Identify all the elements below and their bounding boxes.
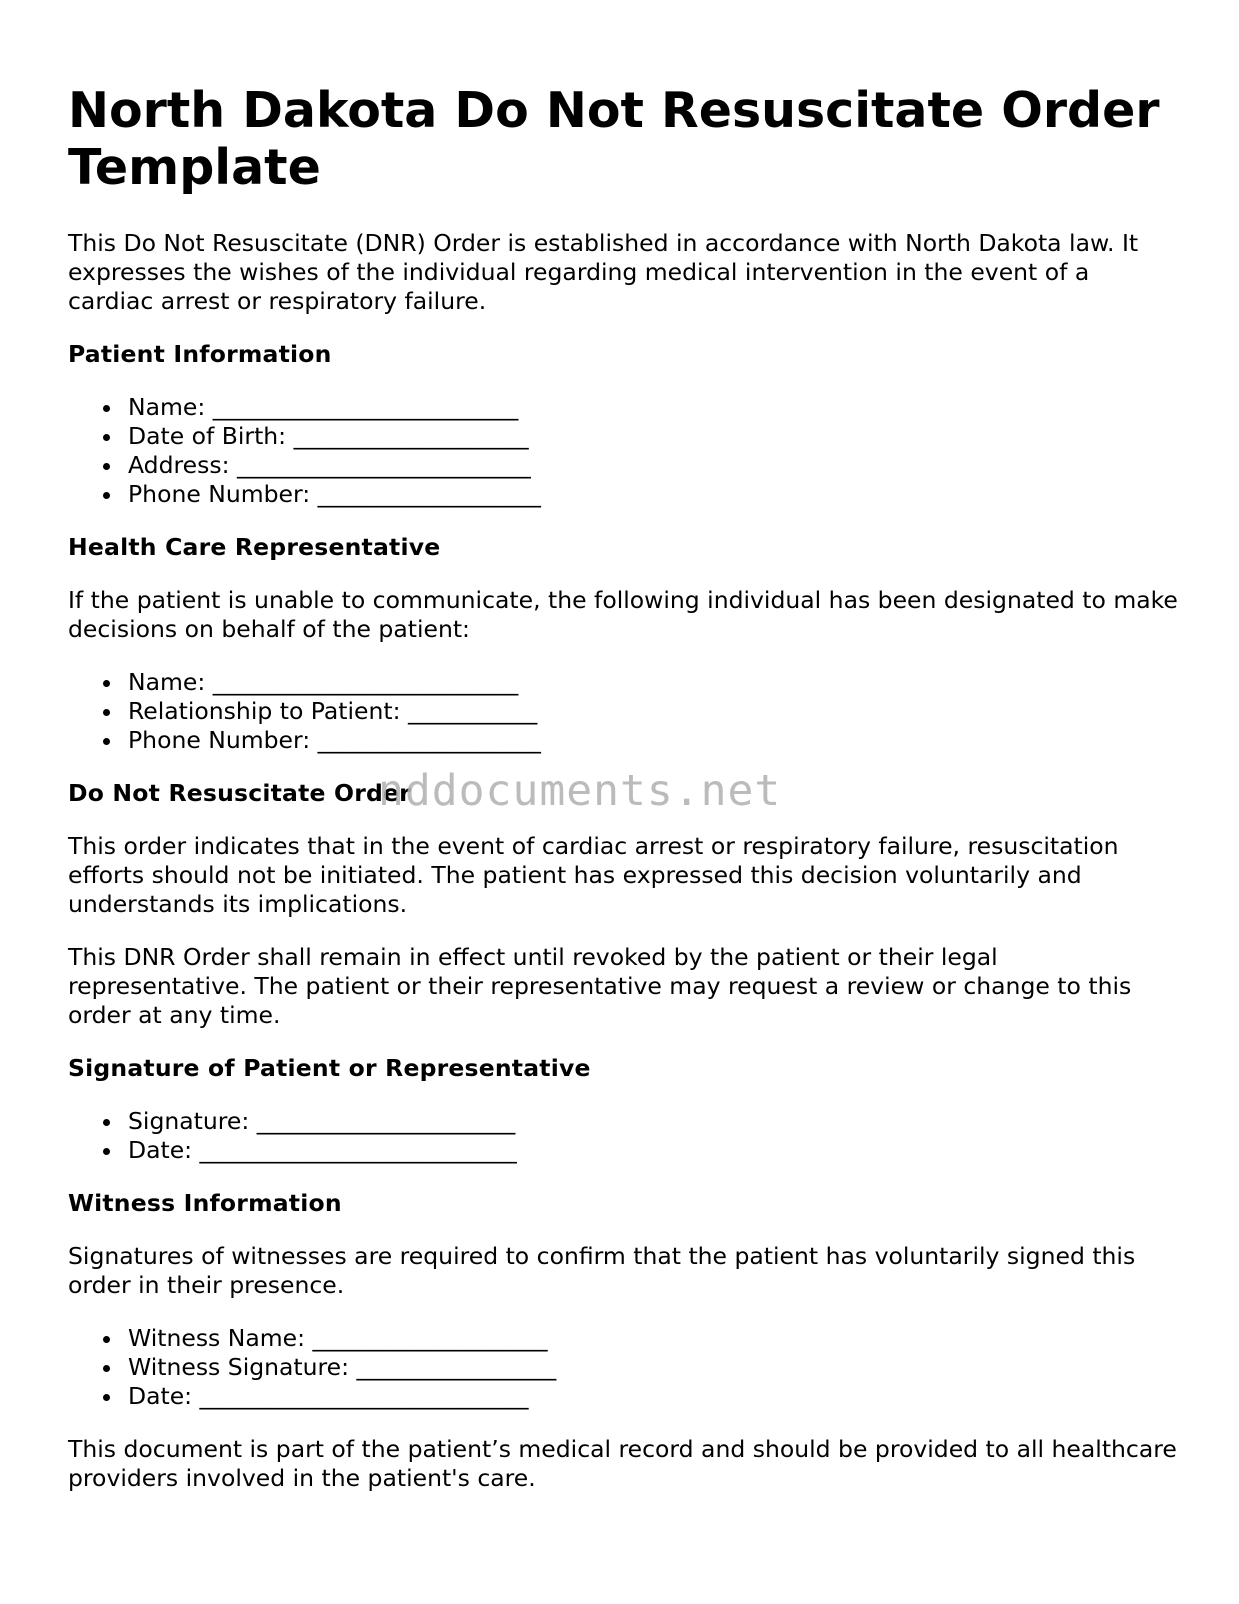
representative-paragraph: If the patient is unable to communicate, the following individual has been designated to make decisions on behalf of the patient: <box>68 586 1178 643</box>
dnr-order-paragraph-2: This DNR Order shall remain in effect until revoked by the patient or their legal representative. The patient or their representative may request a review or change to this order at any time. <box>68 943 1132 1029</box>
intro-paragraph: This Do Not Resuscitate (DNR) Order is established in accordance with North Dakota law. It expresses the wishes of the individual regarding medical intervention in the event of a cardiac arrest or respiratory failure. <box>68 229 1139 315</box>
representative-phone-field: Phone Number: ___________________ <box>128 726 1178 755</box>
document-title: North Dakota Do Not Resuscitate Order Template <box>68 82 1160 196</box>
closing-paragraph: This document is part of the patient’s medical record and should be provided to all healthcare providers involved in the patient's care. <box>68 1435 1177 1492</box>
witness-paragraph: Signatures of witnesses are required to confirm that the patient has voluntarily signed this order in their presence. <box>68 1242 1136 1299</box>
watermark: nddocuments.net <box>378 766 782 816</box>
representative-relationship-field: Relationship to Patient: ___________ <box>128 697 1178 726</box>
patient-dob-field: Date of Birth: ____________________ <box>128 422 1178 451</box>
witness-name-field: Witness Name: ____________________ <box>128 1324 1178 1353</box>
signature-field: Signature: ______________________ <box>128 1107 1178 1136</box>
dnr-order-paragraph-1: This order indicates that in the event of cardiac arrest or respiratory failure, resuscitation efforts should not be initiated. The patient has expressed this decision voluntarily and understands its implications. <box>68 832 1119 918</box>
witness-date-field: Date: ____________________________ <box>128 1382 1178 1411</box>
witness-list <box>68 1324 1178 1411</box>
signature-list <box>68 1107 1178 1165</box>
witness-signature-field: Witness Signature: _________________ <box>128 1353 1178 1382</box>
witness-heading: Witness Information <box>68 1189 342 1217</box>
representative-list <box>68 668 1178 755</box>
representative-heading: Health Care Representative <box>68 533 441 561</box>
signature-heading: Signature of Patient or Representative <box>68 1054 591 1082</box>
patient-name-field: Name: __________________________ <box>128 393 1178 422</box>
patient-phone-field: Phone Number: ___________________ <box>128 480 1178 509</box>
patient-info-heading: Patient Information <box>68 340 332 368</box>
patient-info-list <box>68 393 1178 509</box>
dnr-order-heading: Do Not Resuscitate Order <box>68 779 411 807</box>
representative-name-field: Name: __________________________ <box>128 668 1178 697</box>
patient-address-field: Address: _________________________ <box>128 451 1178 480</box>
signature-date-field: Date: ___________________________ <box>128 1136 1178 1165</box>
